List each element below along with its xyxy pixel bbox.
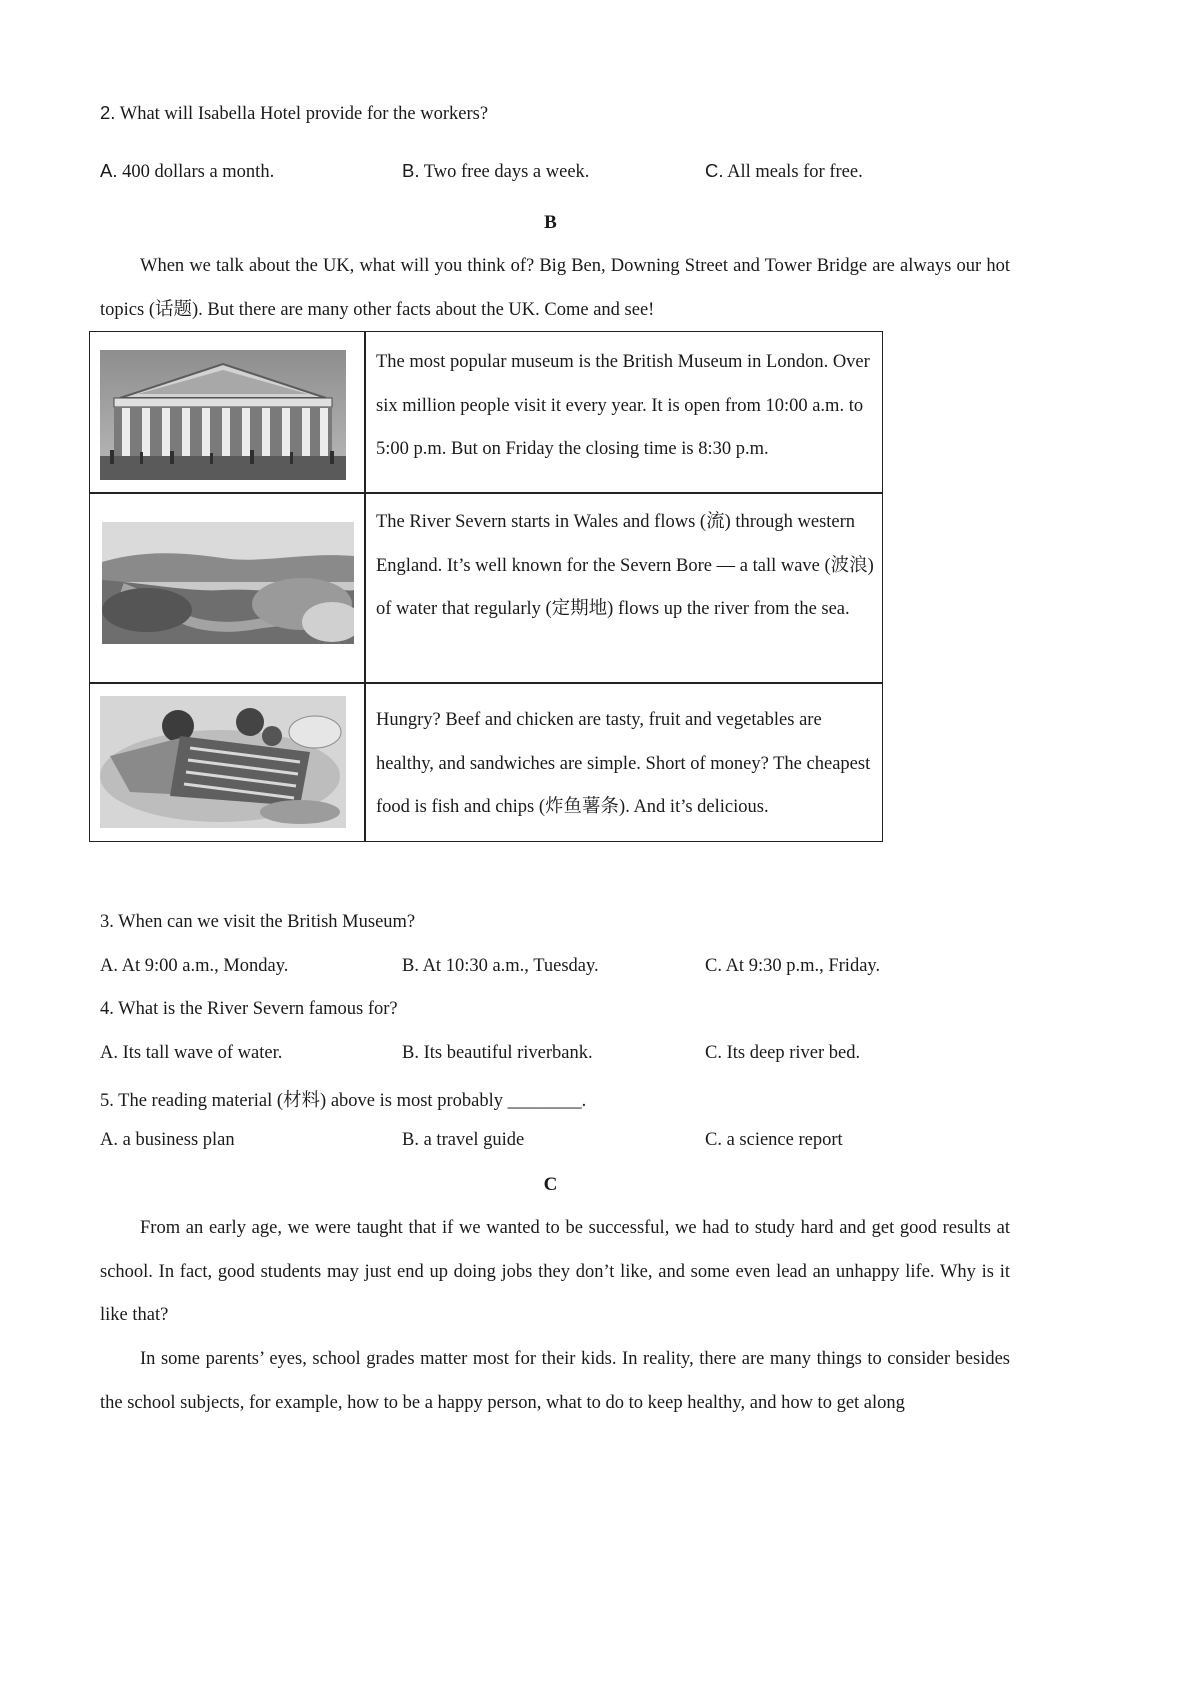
q3-option-b: B. At 10:30 a.m., Tuesday. bbox=[402, 956, 599, 976]
q4-option-c: C. Its deep river bed. bbox=[705, 1043, 861, 1063]
q2-option-c bbox=[705, 160, 863, 183]
section-b-intro bbox=[100, 245, 1010, 332]
question-2 bbox=[100, 102, 488, 125]
question-3: 3. When can we visit the British Museum? bbox=[100, 912, 416, 932]
river-text: The River Severn starts in Wales and flows (流) through western England. It’s well known for the Severn Bore — a tall wave (波浪) of water that regularly (定期地) flows up the river from the sea. bbox=[376, 512, 874, 619]
option-letter: C. bbox=[705, 160, 724, 181]
option-text: Two free days a week. bbox=[423, 162, 590, 182]
option-letter: B. bbox=[402, 160, 420, 181]
row-divider bbox=[90, 682, 882, 684]
paragraph-text: From an early age, we were taught that if we wanted to be successful, we had to study hard and get good results at school. In fact, good students may just end up doing jobs they don’t like, and some even lead an unhappy life. Why is it like that? bbox=[100, 1218, 1010, 1325]
q3-option-a: A. At 9:00 a.m., Monday. bbox=[100, 956, 289, 976]
food-text: Hungry? Beef and chicken are tasty, fruit and vegetables are healthy, and sandwiches are simple. Short of money? The cheapest food is fish and chips (炸鱼薯条). And it’s delicious. bbox=[376, 710, 871, 817]
q5-option-b: B. a travel guide bbox=[402, 1130, 525, 1150]
q3-option-c: C. At 9:30 p.m., Friday. bbox=[705, 956, 881, 976]
question-text: What will Isabella Hotel provide for the workers? bbox=[119, 104, 489, 124]
q5-option-a: A. a business plan bbox=[100, 1130, 235, 1150]
museum-photo bbox=[100, 350, 346, 480]
section-c-paragraph-2 bbox=[100, 1338, 1010, 1425]
section-b-heading: B bbox=[544, 212, 557, 233]
column-divider bbox=[364, 332, 366, 841]
question-4: 4. What is the River Severn famous for? bbox=[100, 999, 398, 1019]
q4-option-a: A. Its tall wave of water. bbox=[100, 1043, 283, 1063]
option-letter: A. bbox=[100, 160, 118, 181]
paragraph-text: In some parents’ eyes, school grades matter most for their kids. In reality, there are many things to consider besides the school subjects, for example, how to be a happy person, what to do to keep healthy, and how to get along bbox=[100, 1349, 1010, 1413]
q2-option-b bbox=[402, 160, 589, 183]
q5-option-c: C. a science report bbox=[705, 1130, 843, 1150]
food-photo bbox=[100, 696, 346, 828]
row-divider bbox=[90, 492, 882, 494]
river-photo bbox=[102, 522, 354, 644]
facts-table bbox=[89, 331, 883, 842]
intro-text: When we talk about the UK, what will you think of? Big Ben, Downing Street and Tower Bridge are always our hot topics (话题). But there are many other facts about the UK. Come and see! bbox=[100, 256, 1010, 320]
question-5: 5. The reading material (材料) above is most probably ________. bbox=[100, 1091, 587, 1111]
section-c-paragraph-1 bbox=[100, 1207, 1010, 1338]
section-c-heading: C bbox=[543, 1174, 558, 1195]
option-text: All meals for free. bbox=[727, 162, 863, 182]
museum-text: The most popular museum is the British Museum in London. Over six million people visit it every year. It is open from 10:00 a.m. to 5:00 p.m. But on Friday the closing time is 8:30 p.m. bbox=[376, 352, 870, 459]
question-number: 2. bbox=[100, 102, 116, 123]
q2-option-a bbox=[100, 160, 274, 183]
q4-option-b: B. Its beautiful riverbank. bbox=[402, 1043, 593, 1063]
option-text: 400 dollars a month. bbox=[122, 162, 275, 182]
